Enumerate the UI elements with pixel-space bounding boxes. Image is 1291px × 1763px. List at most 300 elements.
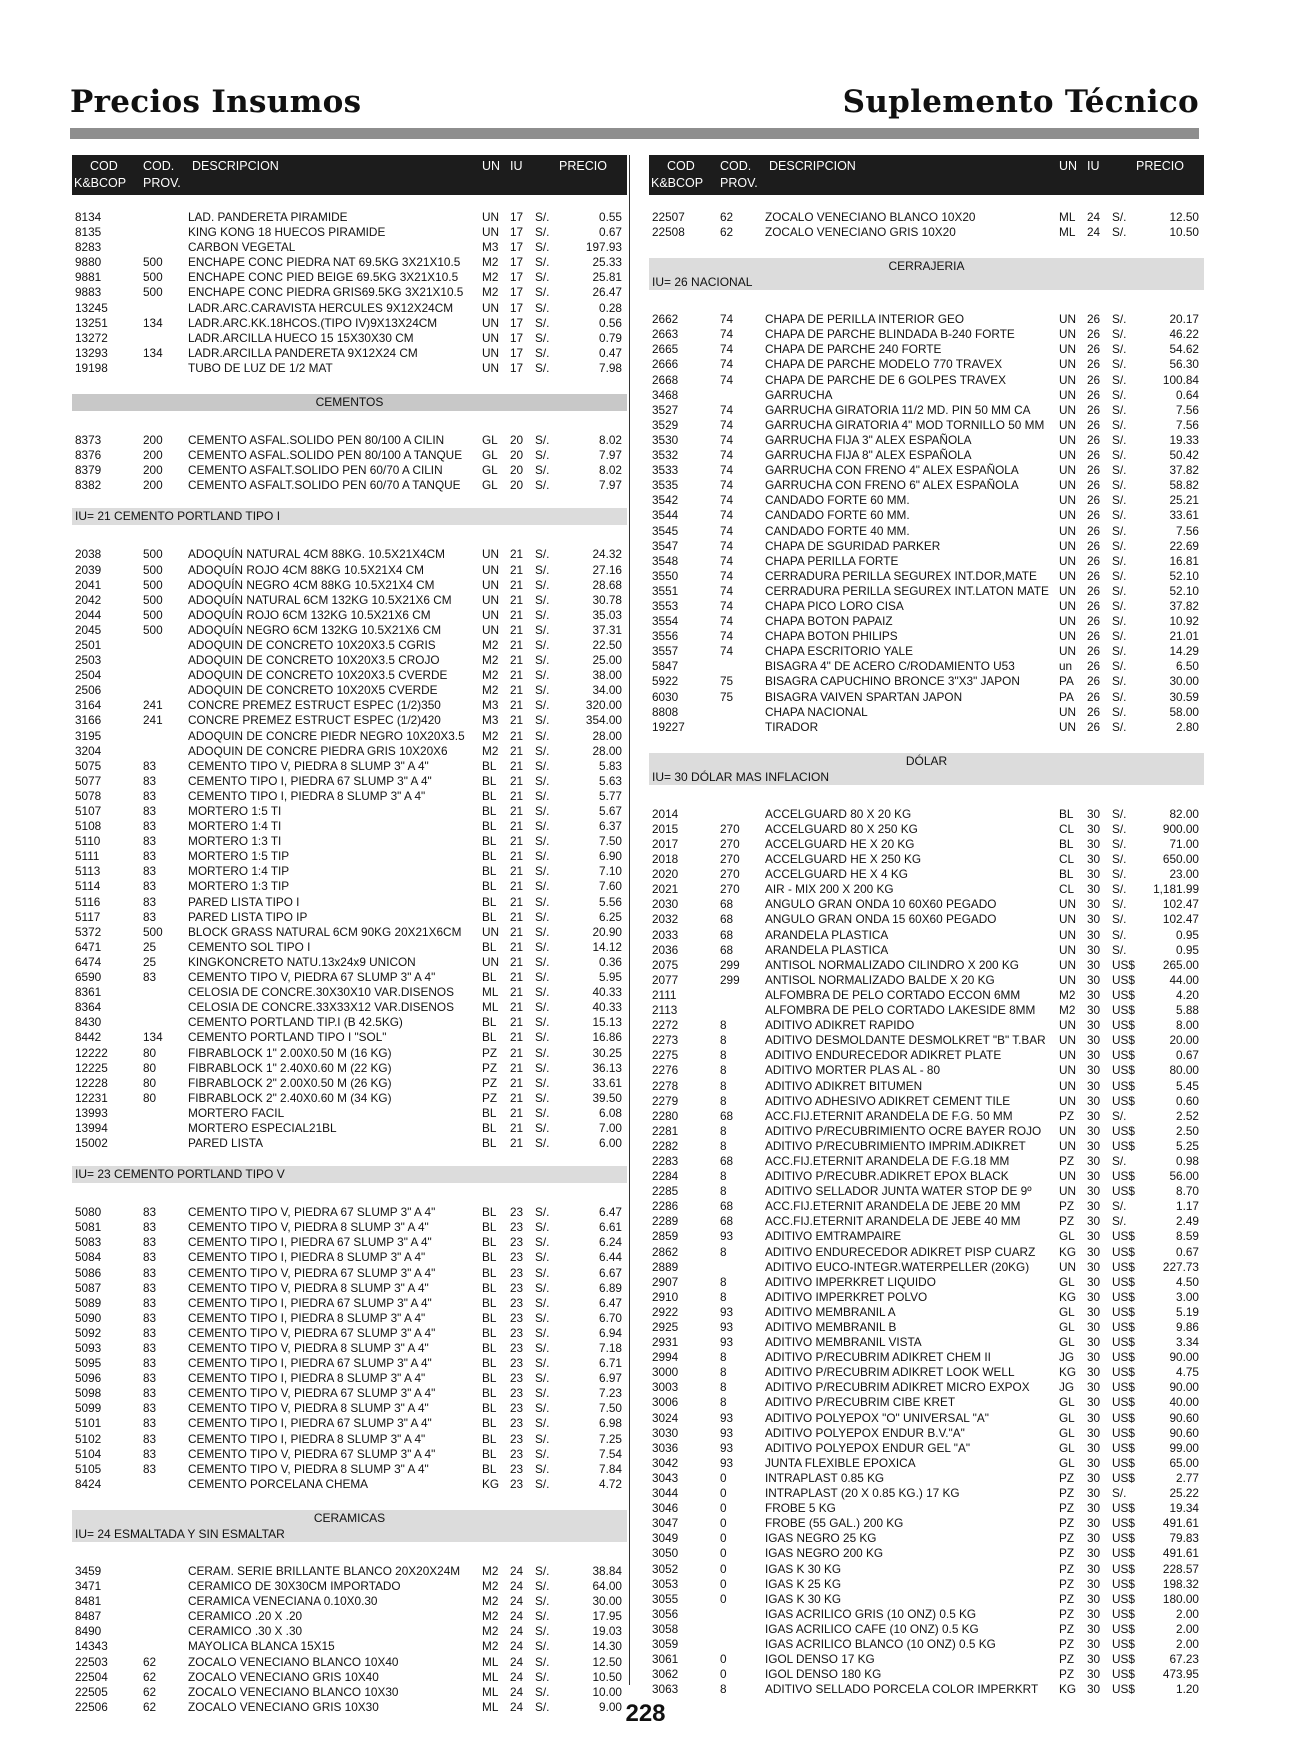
table-row <box>72 1250 627 1265</box>
desc-cell: CEMENTO TIPO I, PIEDRA 8 SLUMP 3" A 4" <box>188 1310 426 1325</box>
desc-cell: CEMENTO TIPO V, PIEDRA 8 SLUMP 3" A 4" <box>188 1401 429 1416</box>
cod-cell: 5092 <box>75 1325 102 1340</box>
currency-cell: S/. <box>535 1476 550 1491</box>
un-cell: GL <box>1059 1304 1075 1319</box>
table-row <box>72 563 627 578</box>
iu-cell: 30 <box>1087 1018 1101 1033</box>
iu-cell: 26 <box>1087 312 1101 327</box>
cod-cell: 2994 <box>652 1350 679 1365</box>
iu-cell: 21 <box>510 562 524 577</box>
cod-cell: 3551 <box>652 583 679 598</box>
prov-cell: 299 <box>720 957 740 972</box>
section-header <box>72 1510 627 1542</box>
price-cell: 90.00 <box>1169 1350 1199 1365</box>
table-row <box>72 925 627 940</box>
iu-cell: 30 <box>1087 1621 1101 1636</box>
price-cell: 7.50 <box>599 834 622 849</box>
cod-cell: 5110 <box>75 834 101 849</box>
prov-cell: 83 <box>143 894 157 909</box>
table-row <box>72 1015 627 1030</box>
table-row <box>72 578 627 593</box>
prov-cell: 134 <box>143 1030 163 1045</box>
price-cell: 33.61 <box>1169 508 1199 523</box>
table-row <box>649 584 1204 599</box>
un-cell: GL <box>1059 1395 1075 1410</box>
price-cell: 7.84 <box>599 1461 622 1476</box>
iu-cell: 23 <box>510 1220 524 1235</box>
cod-cell: 5075 <box>75 758 102 773</box>
un-cell: BL <box>482 758 497 773</box>
prov-cell: 8 <box>720 1365 727 1380</box>
table-row <box>72 1462 627 1477</box>
cod-cell: 2015 <box>652 821 679 836</box>
table-row <box>72 547 627 562</box>
cod-cell: 2113 <box>652 1003 678 1018</box>
header-cod: COD <box>90 159 118 173</box>
table-row <box>649 1335 1204 1350</box>
prov-cell: 134 <box>143 345 163 360</box>
prov-cell: 83 <box>143 1295 157 1310</box>
prov-cell: 8 <box>720 1063 727 1078</box>
table-row <box>72 331 627 346</box>
price-cell: 15.13 <box>592 1015 622 1030</box>
desc-cell: CERAMICA VENECIANA 0.10X0.30 <box>188 1594 378 1609</box>
cod-cell: 5090 <box>75 1310 102 1325</box>
iu-cell: 30 <box>1087 1138 1101 1153</box>
prov-cell: 83 <box>143 819 157 834</box>
currency-cell: S/. <box>535 1205 550 1220</box>
cod-cell: 5116 <box>75 894 101 909</box>
iu-cell: 17 <box>510 315 524 330</box>
currency-cell: S/. <box>535 1090 550 1105</box>
un-cell: UN <box>482 345 500 360</box>
price-cell: 37.31 <box>592 622 622 637</box>
un-cell: UN <box>482 954 500 969</box>
table-row <box>649 1637 1204 1652</box>
prov-cell: 270 <box>720 867 740 882</box>
table-row <box>649 433 1204 448</box>
price-cell: 25.22 <box>1169 1486 1199 1501</box>
desc-cell: IGAS K 25 KG <box>765 1576 842 1591</box>
un-cell: BL <box>482 1325 497 1340</box>
currency-cell: US$ <box>1112 1652 1135 1667</box>
table-row <box>72 463 627 478</box>
price-cell: 25.21 <box>1169 493 1199 508</box>
un-cell: PZ <box>1059 1652 1075 1667</box>
right-table-body <box>649 195 1204 1697</box>
page-title-left: Precios Insumos <box>70 84 362 120</box>
price-cell: 71.00 <box>1169 837 1199 851</box>
currency-cell: S/. <box>1112 942 1127 957</box>
un-cell: M3 <box>482 713 499 728</box>
price-cell: 36.13 <box>592 1060 622 1075</box>
desc-cell: ANGULO GRAN ONDA 15 60X60 PEGADO <box>765 912 997 927</box>
cod-cell: 13251 <box>75 315 108 330</box>
desc-cell: CHAPA PICO LORO CISA <box>765 598 904 613</box>
table-row <box>649 1139 1204 1154</box>
currency-cell: US$ <box>1112 1667 1135 1682</box>
cod-cell: 3530 <box>652 432 679 447</box>
currency-cell: US$ <box>1112 1425 1135 1440</box>
prov-cell: 68 <box>720 1214 734 1229</box>
un-cell: M2 <box>482 1579 499 1594</box>
currency-cell: S/. <box>535 433 550 448</box>
currency-cell: S/. <box>535 1654 550 1669</box>
table-row <box>72 789 627 804</box>
un-cell: KG <box>482 1476 500 1491</box>
desc-cell: GARRUCHA CON FRENO 4" ALEX ESPAÑOLA <box>765 463 1019 478</box>
desc-cell: GARRUCHA GIRATORIA 4" MOD TORNILLO 50 MM <box>765 417 1045 432</box>
un-cell: JG <box>1059 1380 1075 1395</box>
price-cell: 0.28 <box>599 300 622 315</box>
currency-cell: US$ <box>1112 1531 1135 1546</box>
iu-cell: 20 <box>510 463 524 478</box>
un-cell: GL <box>482 478 498 493</box>
table-row <box>649 1214 1204 1229</box>
currency-cell: S/. <box>535 1594 550 1609</box>
currency-cell: S/. <box>535 360 550 375</box>
cod-cell: 8487 <box>75 1609 102 1624</box>
cod-cell: 3548 <box>652 553 679 568</box>
un-cell: PA <box>1059 674 1074 689</box>
cod-cell: 3000 <box>652 1365 679 1380</box>
table-row <box>649 807 1204 822</box>
un-cell: PZ <box>1059 1531 1075 1546</box>
desc-cell: MORTERO 1:3 TI <box>188 834 282 849</box>
table-row <box>649 912 1204 927</box>
price-cell: 0.79 <box>599 330 622 345</box>
table-row <box>649 882 1204 897</box>
un-cell: BL <box>482 1105 497 1120</box>
price-cell: 14.30 <box>592 1639 622 1654</box>
desc-cell: ACCELGUARD 80 X 250 KG <box>765 821 918 836</box>
cod-cell: 13272 <box>75 330 108 345</box>
currency-cell: US$ <box>1112 1169 1135 1184</box>
price-cell: 4.72 <box>599 1476 622 1491</box>
iu-cell: 30 <box>1087 1229 1101 1244</box>
cod-cell: 3061 <box>652 1652 679 1667</box>
prov-cell: 200 <box>143 463 163 478</box>
desc-cell: ACC.FIJ.ETERNIT ARANDELA DE JEBE 20 MM <box>765 1199 1021 1214</box>
cod-cell: 5111 <box>75 849 100 864</box>
un-cell: UN <box>1059 583 1077 598</box>
iu-cell: 21 <box>510 758 524 773</box>
cod-cell: 6590 <box>75 970 102 985</box>
desc-cell: CHAPA DE PARCHE 240 FORTE <box>765 342 942 357</box>
table-row <box>649 1546 1204 1561</box>
un-cell: BL <box>1059 867 1074 882</box>
price-cell: 5.95 <box>599 970 622 985</box>
un-cell: PZ <box>1059 1667 1075 1682</box>
price-cell: 227.73 <box>1162 1259 1199 1274</box>
currency-cell: S/. <box>535 622 550 637</box>
cod-cell: 3062 <box>652 1667 679 1682</box>
cod-cell: 5086 <box>75 1265 102 1280</box>
cod-cell: 5093 <box>75 1341 102 1355</box>
cod-cell: 2280 <box>652 1108 679 1123</box>
price-cell: 5.67 <box>599 804 622 818</box>
prov-cell: 74 <box>720 523 734 538</box>
currency-cell: US$ <box>1112 1516 1135 1531</box>
currency-cell: S/. <box>535 240 550 255</box>
cod-cell: 2281 <box>652 1123 679 1138</box>
desc-cell: GARRUCHA CON FRENO 6" ALEX ESPAÑOLA <box>765 478 1019 493</box>
price-cell: 8.02 <box>599 433 622 448</box>
table-row <box>649 1456 1204 1471</box>
cod-cell: 2907 <box>652 1274 679 1289</box>
iu-cell: 30 <box>1087 1093 1101 1108</box>
currency-cell: S/. <box>535 607 550 622</box>
spacer <box>72 1542 627 1564</box>
iu-cell: 30 <box>1087 852 1101 867</box>
currency-cell: S/. <box>535 1386 550 1401</box>
un-cell: PZ <box>1059 1486 1075 1501</box>
price-cell: 6.37 <box>599 819 622 834</box>
table-row <box>72 1076 627 1091</box>
currency-cell: S/. <box>1112 704 1127 719</box>
cod-cell: 3545 <box>652 523 679 538</box>
cod-cell: 3533 <box>652 463 679 478</box>
table-row <box>72 1205 627 1220</box>
currency-cell: S/. <box>535 255 550 270</box>
table-row <box>72 879 627 894</box>
un-cell: UN <box>1059 972 1077 987</box>
table-row <box>72 1061 627 1076</box>
un-cell: BL <box>482 1280 497 1295</box>
currency-cell: S/. <box>535 315 550 330</box>
table-row <box>649 508 1204 523</box>
currency-cell: US$ <box>1112 1093 1135 1108</box>
prov-cell: 74 <box>720 372 734 387</box>
price-cell: 90.60 <box>1169 1410 1199 1425</box>
cod-cell: 3053 <box>652 1576 679 1591</box>
price-cell: 9.00 <box>599 1699 622 1714</box>
iu-cell: 24 <box>510 1563 524 1578</box>
prov-cell: 62 <box>720 225 734 240</box>
desc-cell: KINGKONCRETO NATU.13x24x9 UNICON <box>188 954 416 969</box>
un-cell: M3 <box>482 240 499 255</box>
desc-cell: CEMENTO ASFAL.SOLIDO PEN 80/100 A TANQUE <box>188 448 463 463</box>
cod-cell: 8379 <box>75 463 102 478</box>
un-cell: BL <box>482 1220 497 1235</box>
cod-cell: 2506 <box>75 683 102 698</box>
spacer <box>72 376 627 391</box>
desc-cell: ADOQUÍN NEGRO 4CM 88KG 10.5X21X4 CM <box>188 577 435 592</box>
iu-cell: 21 <box>510 1075 524 1090</box>
price-cell: 7.97 <box>599 448 622 463</box>
iu-cell: 21 <box>510 924 524 939</box>
iu-cell: 30 <box>1087 1123 1101 1138</box>
cod-cell: 8364 <box>75 1000 102 1015</box>
prov-cell: 0 <box>720 1591 727 1606</box>
desc-cell: ADITIVO P/RECUBR.ADIKRET EPOX BLACK <box>765 1169 1009 1184</box>
price-cell: 6.00 <box>599 1136 622 1151</box>
price-cell: 22.69 <box>1169 538 1199 553</box>
un-cell: UN <box>482 622 500 637</box>
price-cell: 100.84 <box>1162 372 1199 387</box>
prov-cell: 83 <box>143 1431 157 1446</box>
spacer <box>72 493 627 508</box>
cod-cell: 3553 <box>652 598 679 613</box>
price-cell: 491.61 <box>1162 1546 1199 1561</box>
currency-cell: US$ <box>1112 1546 1135 1561</box>
iu-cell: 24 <box>510 1624 524 1639</box>
prov-cell: 8 <box>720 1093 727 1108</box>
currency-cell: S/. <box>535 985 550 1000</box>
cod-cell: 19227 <box>652 719 685 734</box>
currency-cell: S/. <box>1112 644 1127 659</box>
iu-cell: 30 <box>1087 1395 1101 1410</box>
cod-cell: 2910 <box>652 1289 679 1304</box>
prov-cell: 62 <box>143 1699 157 1714</box>
price-cell: 52.10 <box>1169 583 1199 598</box>
desc-cell: LADR.ARCILLA PANDERETA 9X12X24 CM <box>188 345 418 360</box>
iu-cell: 23 <box>510 1431 524 1446</box>
prov-cell: 8 <box>720 1033 727 1048</box>
currency-cell: S/. <box>535 562 550 577</box>
desc-cell: ADITIVO POLYEPOX "O" UNIVERSAL "A" <box>765 1410 989 1425</box>
cod-cell: 2925 <box>652 1320 679 1334</box>
cod-cell: 2030 <box>652 897 679 912</box>
desc-cell: ADOQUIN DE CONCRE PIEDR NEGRO 10X20X3.5 <box>188 728 465 743</box>
currency-cell: S/. <box>535 225 550 240</box>
desc-cell: ADITIVO ADHESIVO ADIKRET CEMENT TILE <box>765 1093 1011 1108</box>
price-cell: 102.47 <box>1162 897 1199 912</box>
desc-cell: CHAPA DE PARCHE MODELO 770 TRAVEX <box>765 357 1003 372</box>
currency-cell: S/. <box>535 924 550 939</box>
price-cell: 17.95 <box>592 1609 622 1624</box>
prov-cell: 8 <box>720 1184 727 1199</box>
un-cell: GL <box>1059 1320 1075 1334</box>
price-cell: 79.83 <box>1169 1531 1199 1546</box>
table-row <box>649 897 1204 912</box>
currency-cell: S/. <box>535 1295 550 1310</box>
table-row <box>649 958 1204 973</box>
prov-cell: 93 <box>720 1335 734 1350</box>
currency-cell: US$ <box>1112 987 1135 1002</box>
header-un: UN <box>1059 159 1078 173</box>
prov-cell: 68 <box>720 897 734 912</box>
desc-cell: MORTERO 1:5 TI <box>188 804 282 818</box>
price-cell: 10.00 <box>592 1684 622 1699</box>
prov-cell: 83 <box>143 1416 157 1431</box>
desc-cell: CANDADO FORTE 60 MM. <box>765 493 910 508</box>
table-row <box>649 1169 1204 1184</box>
price-cell: 40.33 <box>592 985 622 1000</box>
prov-cell: 93 <box>720 1455 734 1470</box>
un-cell: UN <box>1059 1169 1077 1184</box>
price-cell: 197.93 <box>585 240 622 255</box>
prov-cell: 75 <box>720 689 734 704</box>
price-cell: 0.47 <box>599 345 622 360</box>
un-cell: BL <box>482 970 497 985</box>
iu-cell: 21 <box>510 894 524 909</box>
table-row <box>72 653 627 668</box>
iu-cell: 26 <box>1087 357 1101 372</box>
iu-cell: 23 <box>510 1371 524 1386</box>
un-cell: M2 <box>482 1594 499 1609</box>
cod-cell: 2039 <box>75 562 102 577</box>
iu-cell: 30 <box>1087 1667 1101 1682</box>
table-row <box>72 593 627 608</box>
table-row <box>649 448 1204 463</box>
un-cell: BL <box>482 1030 497 1045</box>
table-row <box>649 644 1204 659</box>
cod-cell: 2931 <box>652 1335 679 1350</box>
price-cell: 7.54 <box>599 1446 622 1461</box>
table-row <box>649 1607 1204 1622</box>
desc-cell: PARED LISTA <box>188 1136 263 1151</box>
prov-cell: 68 <box>720 942 734 957</box>
prov-cell: 500 <box>143 592 163 607</box>
desc-cell: ENCHAPE CONC PIED BEIGE 69.5KG 3X21X10.5 <box>188 270 459 285</box>
iu-cell: 21 <box>510 622 524 637</box>
un-cell: UN <box>1059 1063 1077 1078</box>
subsection-title: IU= 24 ESMALTADA Y SIN ESMALTAR <box>75 1526 285 1541</box>
desc-cell: MORTERO FACIL <box>188 1105 285 1120</box>
price-cell: 0.36 <box>599 954 622 969</box>
iu-cell: 24 <box>510 1669 524 1684</box>
price-cell: 37.82 <box>1169 463 1199 478</box>
un-cell: BL <box>482 1461 497 1476</box>
currency-cell: S/. <box>535 637 550 652</box>
iu-cell: 17 <box>510 330 524 345</box>
iu-cell: 24 <box>510 1654 524 1669</box>
iu-cell: 23 <box>510 1265 524 1280</box>
currency-cell: S/. <box>1112 553 1127 568</box>
table-row <box>72 1670 627 1685</box>
currency-cell: S/. <box>535 1045 550 1060</box>
prov-cell: 8 <box>720 1350 727 1365</box>
currency-cell: S/. <box>1112 837 1127 851</box>
cod-cell: 2036 <box>652 942 679 957</box>
desc-cell: ADOQUÍN NEGRO 6CM 132KG 10.5X21X6 CM <box>188 622 442 637</box>
currency-cell: S/. <box>535 1136 550 1151</box>
currency-cell: S/. <box>535 864 550 879</box>
currency-cell: S/. <box>1112 523 1127 538</box>
un-cell: PZ <box>1059 1108 1075 1123</box>
cod-cell: 3024 <box>652 1410 679 1425</box>
un-cell: M2 <box>482 1624 499 1639</box>
currency-cell: S/. <box>1112 598 1127 613</box>
desc-cell: LADR.ARC.KK.18HCOS.(TIPO IV)9X13X24CM <box>188 315 438 330</box>
cod-cell: 8442 <box>75 1030 102 1045</box>
desc-cell: ANTISOL NORMALIZADO BALDE X 20 KG <box>765 972 995 987</box>
cod-cell: 5083 <box>75 1235 102 1250</box>
iu-cell: 21 <box>510 607 524 622</box>
desc-cell: ACCELGUARD 80 X 20 KG <box>765 806 912 821</box>
un-cell: BL <box>482 879 497 894</box>
header-divider-bar <box>70 128 1199 139</box>
un-cell: UN <box>1059 327 1077 342</box>
desc-cell: IGAS K 30 KG <box>765 1591 842 1606</box>
spacer <box>649 785 1204 807</box>
price-cell: 30.59 <box>1169 689 1199 704</box>
currency-cell: S/. <box>535 1431 550 1446</box>
iu-cell: 30 <box>1087 942 1101 957</box>
un-cell: PZ <box>482 1075 498 1090</box>
price-cell: 8.59 <box>1176 1229 1199 1244</box>
un-cell: PZ <box>1059 1561 1075 1576</box>
desc-cell: ACC.FIJ.ETERNIT ARANDELA DE F.G. 50 MM <box>765 1108 1013 1123</box>
price-cell: 473.95 <box>1162 1667 1199 1682</box>
iu-cell: 23 <box>510 1341 524 1355</box>
iu-cell: 30 <box>1087 987 1101 1002</box>
table-row <box>649 1290 1204 1305</box>
desc-cell: MAYOLICA BLANCA 15X15 <box>188 1639 335 1654</box>
cod-cell: 12228 <box>75 1075 108 1090</box>
prov-cell: 500 <box>143 562 163 577</box>
